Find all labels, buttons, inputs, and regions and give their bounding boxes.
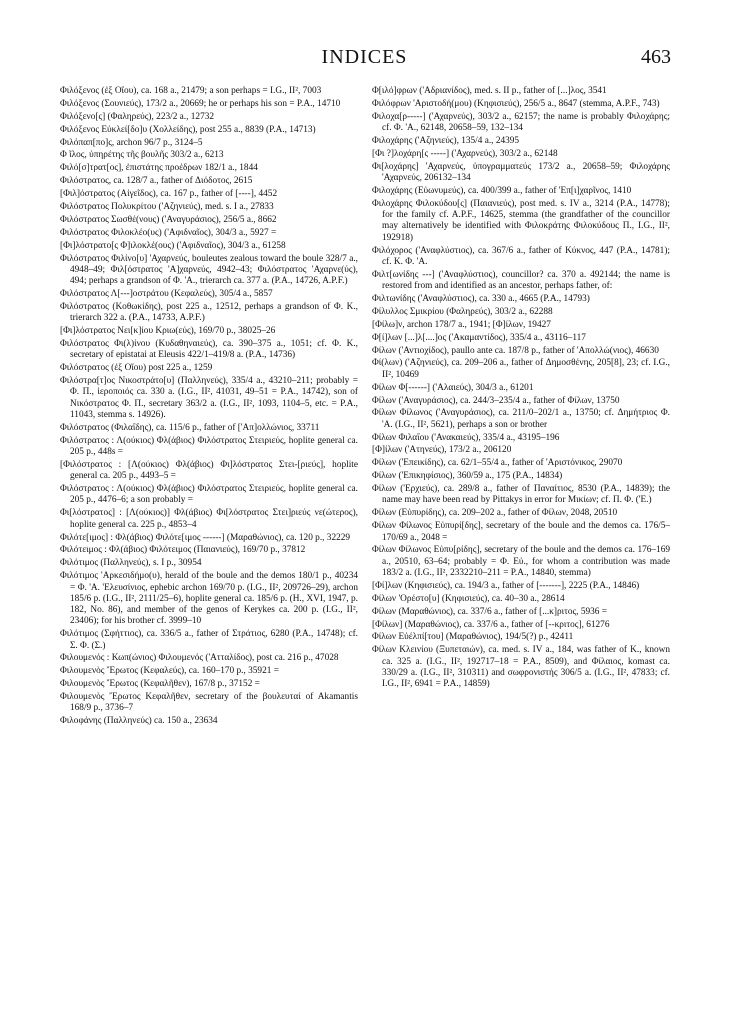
index-entry: Φιλοχάρης ('Αζηνιεύς), 135/4 a., 24395 bbox=[372, 135, 520, 146]
index-entry: Φίλων ('Αντιοχίδος), paullo ante ca. 187/8 p., father of 'Απολλώ(νιος), 46630 bbox=[372, 345, 659, 356]
index-entry: [Φι]λόστρατο[ς Φ]ιλοκλέ(ους) ('Αφιδναῖος), 304/3 a., 61258 bbox=[60, 240, 286, 251]
index-entry: Φιλόστρατος : Λ(ούκιος) Φλ(άβιος) Φιλόστρατος Στειριεύς, hoplite general ca. 205 p., 448s = bbox=[60, 435, 358, 458]
index-entry: [Φί]λων (Κηφισιεύς), ca. 194/3 a., father of [-------], 2225 (P.A., 14846) bbox=[372, 580, 640, 591]
index-entry: Φί(λων) ('Αζηνιεύς), ca. 209–206 a., father of Δημοσθένης, 205[8], 23; cf. I.G., II², 10469 bbox=[372, 358, 670, 380]
index-entry: Φίλων (Μαραθώνιος), ca. 337/6 a., father of [...κ]ριτος, 5936 = bbox=[372, 606, 607, 617]
index-entry: Φιλόξενος (ἐξ Οἴου), ca. 168 a., 21479; a son perhaps = I.G., II², 7003 bbox=[60, 86, 322, 96]
index-entry: Φιλτ[ωνίδης ---] ('Αναφλύστιος), councillor? ca. 370 a. 492144; the name is restored from and identified as an ancestor, perhaps father, of: bbox=[372, 269, 670, 292]
index-entry: Φιλόστρατος Σωσθέ(νους) ('Αναγυράσιος), 256/5 a., 8662 bbox=[60, 214, 277, 225]
index-entry: Φίλων ('Επικηφίσιος), 360/59 a., 175 (P.A., 14834) bbox=[372, 471, 563, 482]
index-entry: Φιλόχορος ('Αναφλύστιος), ca. 367/6 a., father of Κύκνος, 447 (P.A., 14781); cf. Κ. Φ. 'Α. bbox=[372, 245, 670, 267]
index-entry: Φίλων 'Ορέστο[υ] (Κηφισιεύς), ca. 40–30 a., 28614 bbox=[372, 593, 565, 604]
index-entry: Φίλων ('Αναγυράσιος), ca. 244/3–235/4 a., father of Φίλων, 13750 bbox=[372, 395, 620, 406]
left-column bbox=[60, 86, 358, 729]
index-entry: Φίλων Φ[------] ('Αλαιεύς), 304/3 a., 61201 bbox=[372, 382, 534, 393]
index-entry: Φιλό[σ]τρατ[ος], ἐπιστάτης προέδρων 182/1 a., 1844 bbox=[60, 163, 258, 174]
index-entry: Φιλόπαπ[πο]ς, archon 96/7 p., 3124–5 bbox=[60, 137, 203, 148]
index-entry: Φιλότιμος (Παλληνεύς), s. I p., 30954 bbox=[60, 558, 202, 569]
index-entry: Φιλόστρατος (Κοθωκίδης), post 225 a., 12512, perhaps a grandson of Φ. Κ., trierarch 322 a. (P.A., 14733, A.P.F.) bbox=[60, 301, 358, 324]
index-entry: Φίλων Φίλωνος ('Αναγυράσιος), ca. 211/0–202/1 a., 13750; cf. Δημήτριος Φ. 'Α. (I.G., II², 5621), perhaps a son or brother bbox=[372, 408, 670, 430]
running-title: INDICES bbox=[321, 46, 408, 68]
index-entry: Φιλοχάρης Φιλοκύδου[ς] (Παιανιεύς), post med. s. IV a., 3214 (P.A., 14778); for the family cf. A.P.F., 14625, stemma (the grandfather of the councillor may alternatively be identified with Φιλοκράτης Φιλοκύδους Π., I.G., II², 192918) bbox=[372, 198, 670, 243]
index-entry: Φιλόξενος (Σουνιεύς), 173/2 a., 20669; he or perhaps his son = P.A., 14710 bbox=[60, 98, 341, 109]
index-entry: Φ[ί]λων [...]λ[....]ος ('Ακαμαντίδος), 335/4 a., 43116–117 bbox=[372, 332, 586, 343]
index-entry: Φιλουμενός : Κωπ(ώνιος) Φιλουμενός ('Ατταλίδος), post ca. 216 p., 47028 bbox=[60, 653, 339, 664]
index-entry: Φιλόστρατος (ἐξ Οἴου) post 225 a., 1259 bbox=[60, 363, 213, 374]
index-entry: Φίλων ('Ερχιεύς), ca. 289/8 a., father of Παναίτιος, 8530 (P.A., 14839); the name may have been read by Pittakys in error for Μικίων; cf. Π. Φ. ('Ε.) bbox=[372, 484, 670, 506]
index-entry: [Φι]λόστρατος Νει[κ]ίου Κριω(εύς), 169/70 p., 38025–26 bbox=[60, 326, 276, 337]
index-entry: Φίλων Εὐέλπί[του] (Μαραθώνιος), 194/5(?) p., 42411 bbox=[372, 632, 574, 643]
page-number: 463 bbox=[641, 46, 671, 68]
index-entry: Φιλτωνίδης ('Αναφλύστιος), ca. 330 a., 4665 (P.A., 14793) bbox=[372, 293, 590, 304]
index-entry: [Φ]ίλων ('Ατηνεύς), 173/2 a., 206120 bbox=[372, 445, 512, 456]
index-entry: [Φιλ]όστρατος (Αἰγεῖδος), ca. 167 p., father of [----], 4452 bbox=[60, 189, 278, 200]
index-entry: [Φίλων] (Μαραθώνιος), ca. 337/6 a., father of [--κριτος], 61276 bbox=[372, 619, 610, 630]
index-entry: Φιλοχα[ρ-----] ('Αχαρνεύς), 303/2 a., 62157; the name is probably Φιλοχάρης; cf. Φ. 'Α., 62148, 20658–59, 132–134 bbox=[372, 111, 670, 134]
index-entry: Φιλότιμος 'Αρκεσιδήμο(υ), herald of the boule and the demos 180/1 p., 40234 = Φ. 'Α. 'Ελευσίνιος, ephebic archon 169/70 p. (I.G., II², 209726–29), archon 185/6 p. (I.G., II², 2111/25–6), hoplite general ca. 185/6 p. (H., XVI, 1947, p. 182, No. 86), and member of the genos of Kerykes ca. 200 p. (I.G., II², 23406); for his brother cf. 3999–10 bbox=[60, 571, 358, 627]
index-entry: Φιλοφάνης (Παλληνεύς) ca. 150 a., 23634 bbox=[60, 716, 218, 727]
index-entry: Φίλων Κλεινίου (Ξυπεταιών), ca. med. s. IV a., 184, was father of Κ., known ca. 325 a. (I.G., II², 192717–18 = P.A., 8509), and Φίλαιος, komast ca. 330/29 a. (I.G., II², 310311) and σωφρονιστής 306/5 a. (I.G., II², 47833; cf. I.G., II², 6941 = P.A., 14859) bbox=[372, 645, 670, 690]
index-entry: Φίλυλλος Σμικρίου (Φαληρεύς), 303/2 a., 62288 bbox=[372, 306, 553, 317]
index-entry: Φίλων (Εὐπυρίδης), ca. 209–202 a., father of Φίλων, 2048, 20510 bbox=[372, 508, 618, 519]
index-entry: Φίλων Φίλωνος Εὐπυ[ρίδης], secretary of the boule and the demos ca. 176–169 a., 20510, 63–64; probably = Φ. Εὐ., for whom a contribution was made 183/2 a. (I.G., II², 2332210–211 = P.A., 14840, stemma) bbox=[372, 545, 670, 579]
index-entry: Φι[λόστρατος] : [Λ(ούκιος)] Φλ(άβιος) Φι[λόστρατος Στει]ριεύς νε(ώτερος), hoplite general ca. 225 p., 4853–4 bbox=[60, 508, 358, 530]
index-entry: Φίλων Φίλωνος Εὐπυρί[δης], secretary of the boule and the demos ca. 176/5–170/69 a., 2048 = bbox=[372, 521, 670, 543]
index-entry: Φιλουμενὸς Ἔρωτος (Κεφαλεύς), ca. 160–170 p., 35921 = bbox=[60, 666, 279, 677]
index-entry: Φ ῖλος, ὑπηρέτης τῆς βουλῆς 303/2 a., 6213 bbox=[60, 150, 224, 161]
index-entry: Φιλόξενος Εὐκλεί[δο]υ (Χολλείδης), post 255 a., 8839 (P.A., 14713) bbox=[60, 124, 316, 135]
index-entry: Φιλουμενὸς Ἔρωτος Κεφαλῆθεν, secretary of the βουλευταί of Akamantis 168/9 p., 3736–7 bbox=[60, 692, 358, 714]
index-entry: [Φίλω]ν, archon 178/7 a., 1941; [Φ]ίλων, 19427 bbox=[372, 319, 551, 330]
index-entry: Φιλοχάρης (Εὐωνυμεύς), ca. 400/399 a., father of 'Επ[ι]χαρῖνος, 1410 bbox=[372, 185, 632, 196]
right-column bbox=[372, 86, 670, 692]
index-entry: Φιλόστρατος : Λ(ούκιος) Φλ(άβιος) Φιλόστρατος Στειριεύς, hoplite general ca. 205 p., 4476–6; a son probably = bbox=[60, 484, 358, 506]
index-entry: Φιλόστρατος Λ[---]οστράτου (Κεφαλεύς), 305/4 a., 5857 bbox=[60, 289, 273, 300]
index-entry: Φιλόστρατος, ca. 128/7 a., father of Διόδοτος, 2615 bbox=[60, 176, 253, 187]
index-entry: Φιλόστρατος Πολυκρίτου ('Αζηνιεύς), med. s. I a., 27833 bbox=[60, 202, 274, 213]
index-entry: [Φι ?]λοχάρη[ς -----] ('Αχαρνεύς), 303/2 a., 62148 bbox=[372, 148, 558, 159]
index-entry: Φ[ιλό]φρων ('Αδριανίδος), med. s. II p., father of [...]λος, 3541 bbox=[372, 86, 607, 96]
index-entry: Φιλότιμος (Σφήττιος), ca. 336/5 a., father of Στράτιος, 6280 (P.A., 14748); cf. Σ. Φ. (Σ.) bbox=[60, 629, 358, 651]
index-entry: Φιλόστρατος Φι(λ)ίνου (Κυδαθηναιεύς), ca. 390–375 a., 1051; cf. Φ. Κ., secretary of epistatai at Eleusis 422/1–419/8 a. (P.A., 14736) bbox=[60, 339, 358, 361]
index-entry: Φιλουμενὸς Ἔρωτος (Κεφαλῆθεν), 167/8 p., 37152 = bbox=[60, 679, 260, 690]
index-entry: Φίλων Φιλαΐου ('Ανακαιεύς), 335/4 a., 43195–196 bbox=[372, 432, 560, 443]
index-entry: Φι[λοχάρης] 'Αχαρνεύς, ὑπογραμματεύς 173/2 a., 20658–59; Φιλοχάρης 'Αχαρνεύς, 206132–134 bbox=[372, 161, 670, 184]
index-entry: Φιλόστρατος Φιλοκλέο(υς) ('Αφιδναῖος), 304/3 a., 5927 = bbox=[60, 227, 277, 238]
index-entry: Φίλων ('Επεικίδης), ca. 62/1–55/4 a., father of 'Αριστόνικος, 29070 bbox=[372, 458, 623, 469]
page-header bbox=[0, 46, 729, 70]
index-entry: [Φιλόστρατος : [Λ(ούκιος) Φλ(άβιος) Φι]λόστρατος Στει-[ριεύς], hoplite general ca. 205 p., 4493–5 = bbox=[60, 459, 358, 482]
index-entry: Φιλόστρα[τ]ος Νικοστράτο[υ] (Παλληνεύς), 335/4 a., 43210–211; probably = Φ. Π., ἱεροποιός ca. 330 a. (I.G., II², 41031, 49–51 = P.A., 14742), son of Νικόστρατος Φ. Π., secretary 363/2 a. (I.G., II², 1093, 1104–5, etc. = P.A., 11043, stemma s. 14926). bbox=[60, 376, 358, 420]
index-entry: Φιλότε[ιμος] : Φλ(άβιος) Φιλότε[ιμος ------] (Μαραθώνιος), ca. 120 p., 32229 bbox=[60, 532, 351, 543]
index-entry: Φιλόστρατος (Φιλαΐδης), ca. 115/6 p., father of ['Απ]ολλώνιος, 33711 bbox=[60, 422, 320, 433]
index-entry: Φιλόφρων 'Αριστοδή(μου) (Κηφισιεύς), 256/5 a., 8647 (stemma, A.P.F., 743) bbox=[372, 98, 660, 109]
index-entry: Φιλότειμος : Φλ(άβιος) Φιλότειμος (Παιανιεύς), 169/70 p., 37812 bbox=[60, 545, 306, 556]
index-entry: Φιλόστρατος Φιλίνο[υ] 'Αχαρνεύς, bouleutes zealous toward the boule 328/7 a., 4948–49; Φιλ[όστρατος 'Α]χαρνεύς, 4942–43; Φιλόστρατος 'Αχαρνε(ύς), 494; perhaps a grandson of Φ. 'Α., trierarch ca. 377 a. (P.A., 14726, A.P.F.) bbox=[60, 253, 358, 287]
index-entry: Φιλόξενο[ς] (Φαληρεύς), 223/2 a., 12732 bbox=[60, 111, 215, 122]
